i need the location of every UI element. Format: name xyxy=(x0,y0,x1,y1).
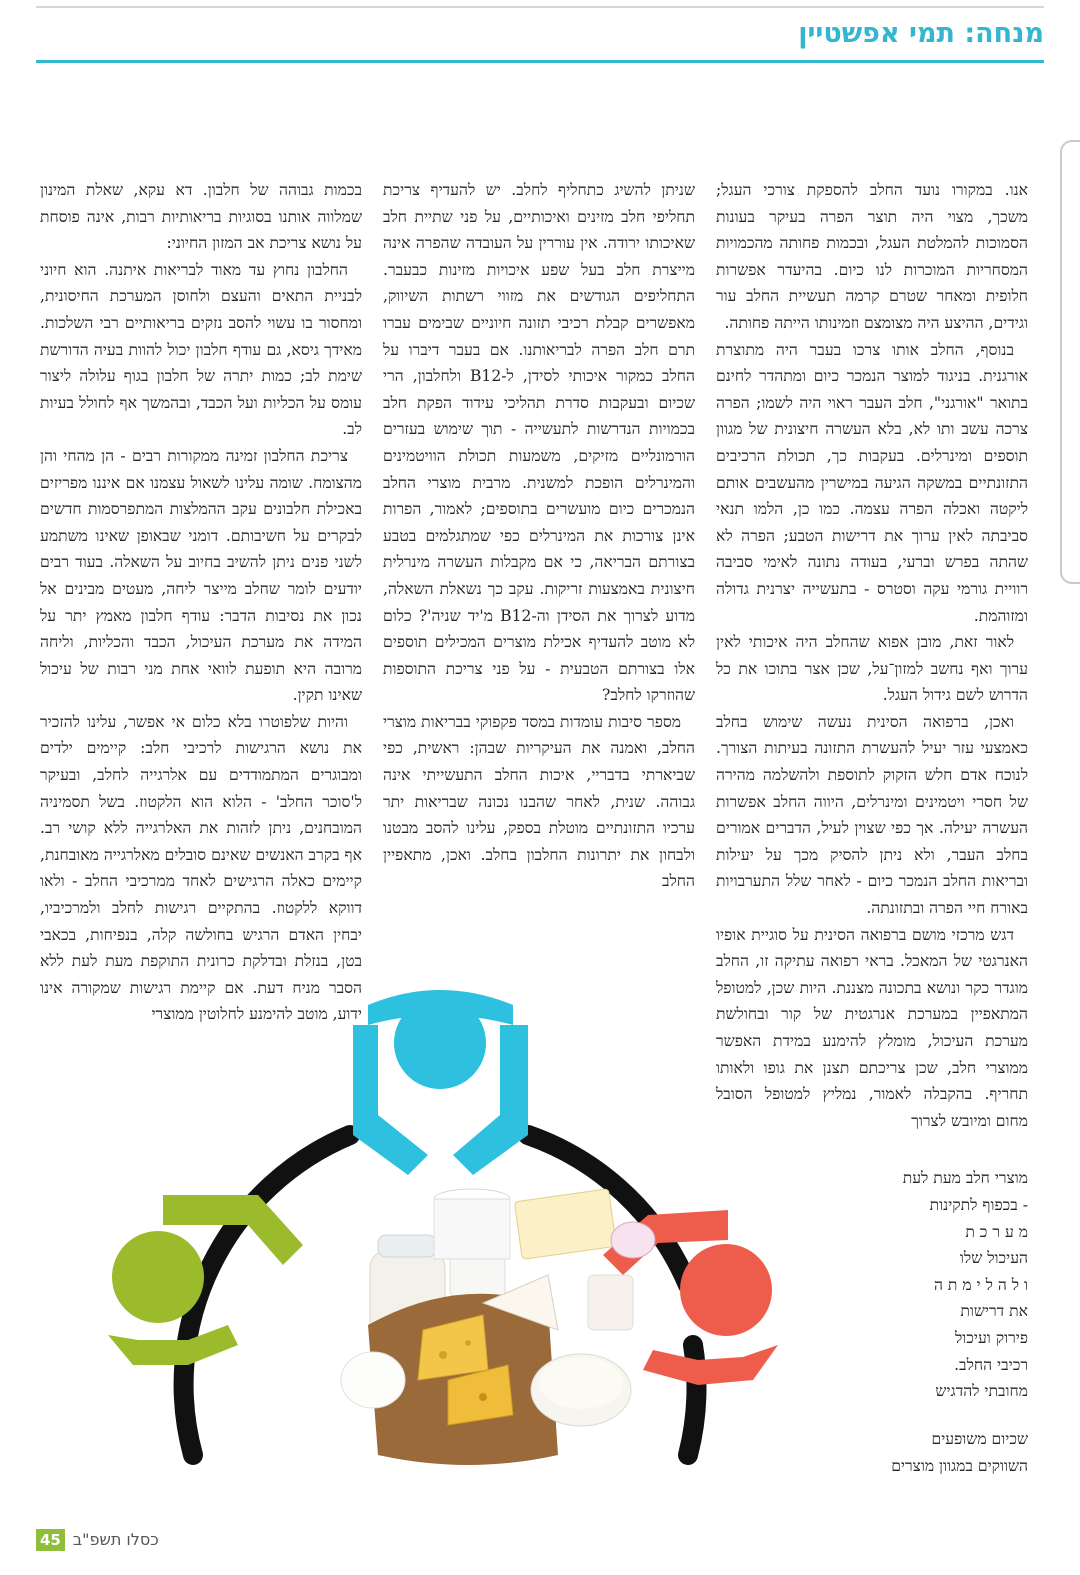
paragraph: בכמות גבוהה של חלבון. דא עקא, שאלת המינון שמלווה אותנו בסוגיות בריאותיות רבות, אינה פוסחת על נושא צריכת אב המזון החיוני: xyxy=(40,181,362,253)
dairy-products xyxy=(341,1189,655,1465)
blue-person-icon xyxy=(353,990,528,1175)
paragraph: דגש מרכזי מושם ברפואה הסינית על סוגיית אופיו האנרגטי של המאכל. בראי רפואה עתיקה זו, החלב מוגדר כקר ונושא בתכונה מצננת. היות שכן, למטופל המתאפיין במערכת אנרגטית של קור ובחולשת מערכת העיכול, מומלץ להימנע במידת האפשר ממוצרי חלב, שכן צריכתם תצנן את גופו ולאותו תחריף. בהקבלה לאמור, נמליץ למטופל הסובל מחום ומיובש לצרוך xyxy=(716,925,1028,1130)
text-column-left xyxy=(40,177,362,1028)
paragraph: שניתן להשיג כתחליף לחלב. יש להעדיף צריכת תחליפי חלב מזינים ואיכותיים, על פני שתיית חלב שאיכותו ירודה. אין עוררין על העובדה שהפרה אינה מייצרת חלב בעל שפע איכויות מזינות כבעבר. התחליפים הגודשים את מזווי רשתות השיווק, מאפשרים קבלת רכיבי תזונה חיוניים שבימים עברו תרם חלב הפרה לבריאותנו. אם בעבר דיברו על החלב כמקור איכותי לסידן, ל-B12 ולחלבון, הרי שכיום ובעקבות סדרת תהליכי עידוד הפקת חלב בכמויות הנדרשות לתעשייה - תוך שימוש בעזרים הורמונליים מזיקים, משמעות תכולת הוויטמינים והמינרלים הופכת למשנית. מרבית מוצרי החלב הנמכרים כיום מועשרים בתוספים; לאמור, הפרות אינן צורכות את המינרלים כפי שמתגלמים בטבע בצורתם הבריאה, כי אם מקבלות העשרה מינרלית חיצונית באמצעות זריקות. עקב כך נשאלת השאלה, מדוע לצרוך את הסידן וה-B12 מ'יד שניה'? כלום לא מוטב להעדיף אכילת מוצרים המכילים תוספים אלו בצורתם הטבעית - על פני צריכת התוספות שהוזרקו לחלב? xyxy=(383,181,696,705)
paragraph: החלבון נחוץ עד מאוד לבריאות איתנה. הוא חיוני לבניית התאים והעצם ולחוסן המערכת החיסונית, ומחסור בו עשוי להסב נזקים בריאותיים רבי השלכות. מאידך גיסא, גם עודף חלבון יכול להוות בעיה הדורשת שימת לב; כמות יתרה של חלבון בגוף עלולה ליצור עומס על הכליות ועל הכבד, ובהמשך אף לחולל בעיות לב. xyxy=(40,260,362,439)
wrapped-line: מוצרי חלב מעת לעת xyxy=(902,1169,1028,1187)
wrapped-line: פירוק ועיכול xyxy=(954,1328,1028,1347)
page-number: 45 xyxy=(36,1529,65,1551)
wrapped-line: מ ע ר כ ת xyxy=(965,1222,1028,1241)
text-wrap-tail-3 xyxy=(828,1426,1028,1479)
page-footer xyxy=(36,1529,159,1553)
wrapped-line: - בכפוף לתקינות xyxy=(929,1196,1028,1214)
text-column-middle xyxy=(383,177,695,895)
dairy-table-illustration xyxy=(88,985,788,1470)
paragraph: מספר סיבות עומדות במסד פקפוקי בבריאות מוצרי החלב, ואמנה את העיקריות שבהן: ראשית, כפי שביארתי בדבריי, איכות החלב התעשייתי אינה גבוהה. שנית, לאחר שהבנו נכונה שבריאות יתר ערכיו התזונתיים מוטלת בספק, עלינו להסב מבטנו ולבחון את יתרונות החלבון בחלב. ואכן, מתאפיין החלב xyxy=(383,712,695,891)
page-header xyxy=(36,12,1044,60)
column-title: מנחה: תמי אפשטיין xyxy=(798,18,1044,49)
paragraph: אנו. במקורו נועד החלב להספקת צורכי העגל; משכך, מצוי היה תוצר הפרה בעיקר בעונות הסמוכות להמלטת העגל, ובכמות פחותה מהכמויות המסחריות המוכרות לנו כיום. בהיעדר אפשרות חלופית ומאחר שטרם קרמה תעשיית החלב עור וגידים, ההיצע היה מצומצם וזמינותו הייתה פחותה. xyxy=(716,181,1028,332)
wrapped-line: מחובתי להדגיש xyxy=(935,1382,1028,1401)
text-wrap-tail-2 xyxy=(878,1192,1028,1405)
paragraph: ואכן, ברפואה הסינית נעשה שימוש בחלב כאמצעי עזר יעיל להעשרת התזונה בעיתות הצורך. לנוכח אדם חלש הזקוק לתוספת ולהשלמה מהירה של חסרי ויטמינים ומינרלים, היווה החלב אפשרות העשרה יעילה. אך כפי שצוין לעיל, הדברים אמורים בחלב העבר, ולא ניתן להסיק מכך על יעילות ובריאות החלב הנמכר כיום - לאחר שלל התערבויות באורח חיי הפרה ובתזונתה. xyxy=(716,712,1028,918)
paragraph: לאור זאת, מובן אפוא שהחלב היה איכותי לאין ערוך ואף נחשב למזון־על, שכן אצר בתוכו את כל הדרוש לשם גידול העגל. xyxy=(716,633,1028,705)
top-rule xyxy=(36,6,1044,8)
issue-date: כסלו תשפ"ב xyxy=(72,1530,159,1549)
wrapped-line: ו ל ה ל י מ ת ה xyxy=(933,1275,1028,1294)
text-wrap-tail-1 xyxy=(898,1165,1028,1192)
wrapped-line: רכיבי החלב. xyxy=(954,1355,1028,1374)
paragraph: והיות שלפוטרו בלא כלום אי אפשר, עלינו להזכיר את נושא הרגישות לרכיבי חלב: קיימים ילדים ומבוגרים המתמודדים עם אלרגייה לחלב, ובעיקר ל'סוכר החלב' - הלוא הוא הלקטוז. בשל תסמיניה המובחנים, ניתן לזהות את האלרגייה ללא קושי רב. אף בקרב האנשים שאינם סובלים מאלרגייה מאובחנת, קיימים כאלה הרגישים לאחד ממרכיבי החלב - ולאו דווקא ללקטוז. בהתקיים רגישות לחלב ולמרכיביו, יבחין האדם הרגיש בחולשה קלה, בנפיחות, בכאבי בטן, בנזלת ובדלקת כרונית התוקפת מעת לעת ללא הסבר מניח דעת. אם קיימת רגישות שמקורה אינו ידוע, מוטב להימנע לחלוטין ממוצרי xyxy=(40,712,362,1024)
page-edge-tab xyxy=(1060,140,1080,584)
wrapped-line: את דרישות xyxy=(960,1302,1028,1321)
wrapped-line: השווקים במגוון מוצרים xyxy=(891,1456,1028,1475)
header-rule xyxy=(36,60,1044,63)
paragraph: בנוסף, החלב אותו צרכו בעבר היה מתוצרת אורגנית. בניגוד למוצר הנמכר כיום ומתהדר לחינם בתואר "אורגני", חלב העבר ראוי היה לשמו; הפרה צרכה עשב ותו לא, בלא העשרה חיצונית של מגוון תוספים ומינרלים. בעקבות כך, תכולת הרכיבים התזונתיים במשקה הגיעה במישרין מהעשבים אותם ליקטה ואכלה הפרה עצמה. כמו כן, הלמו תנאי סביבתה לאין ערוך את דרישות הטבע; הפרה לא שהתה בפרש וברעי, בעודה נתונה לאימי סביבה רוויית גורמי עקה וסטרס - בתעשייה יצרנית גדולה ומזוהמת. xyxy=(716,340,1028,625)
paragraph: צריכת החלבון זמינה ממקורות רבים - הן מהחי והן מהצומח. שומה עלינו לשאול עצמנו אם איננו מפריזים באכילת חלבונים עקב ההמלצות המתפרסמות חדשים לבקרים על חשיבותם. דומני שבאופן שאינו משתמע לשני פנים ניתן להשיב בחיוב על השאלה. בעוד רבים יודעים לומר שחלב מייצר ליחה, מעטים מבינים אל נכון את נסיבות הדבר: עודף חלבון מאמץ יתר על המידה את מערכת העיכול, הכבד והכליות, וליחה מרובה היא תופעת לוואי אחת מני רבות של עיכול שאינו תקין. xyxy=(40,446,362,705)
wrapped-line: העיכול שלו xyxy=(959,1249,1028,1268)
wrapped-line: שכיום משופעים xyxy=(931,1430,1028,1448)
